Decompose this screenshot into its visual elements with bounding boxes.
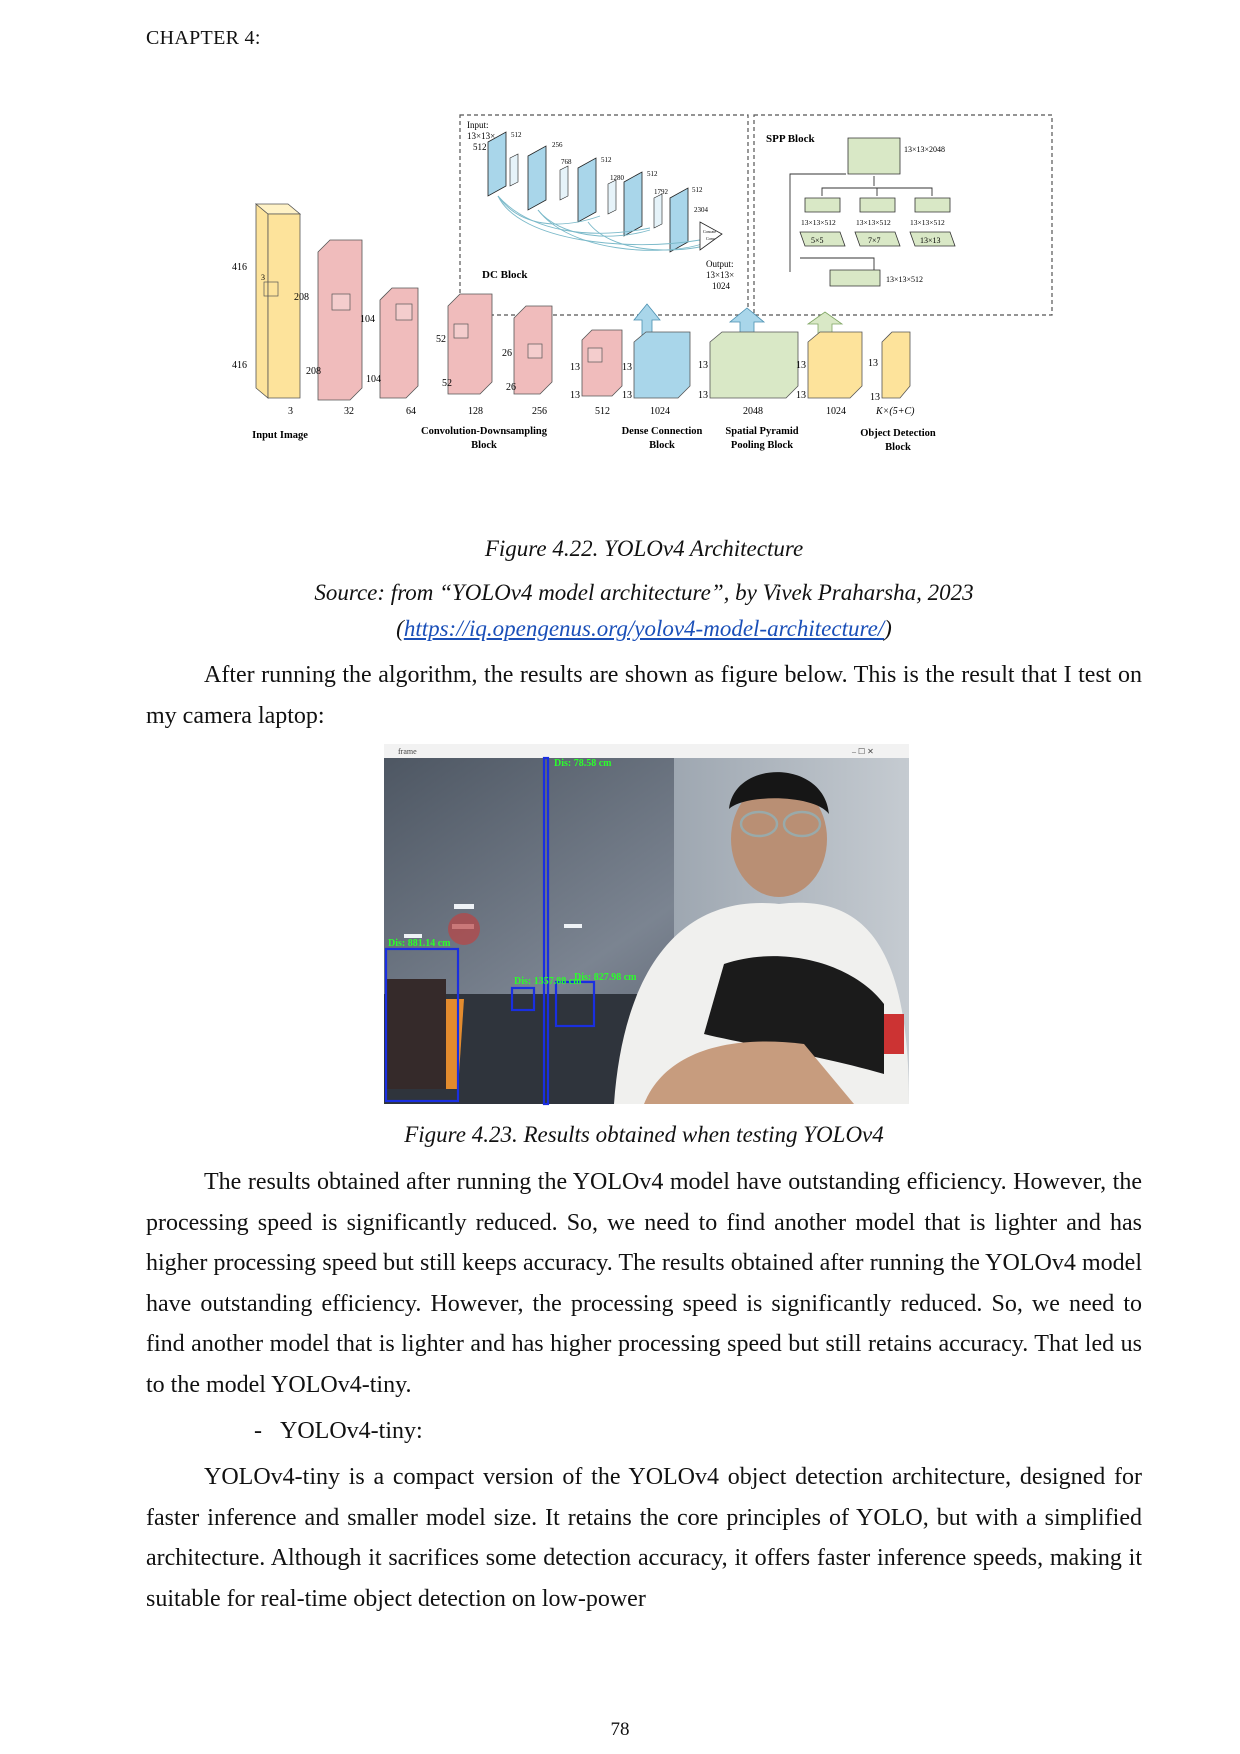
layer9-w: 13 [868, 358, 878, 369]
layer8-h: 13 [796, 390, 806, 401]
page-number: 78 [610, 1719, 630, 1740]
layer7-w: 13 [698, 360, 708, 371]
window-title: frame [398, 747, 417, 756]
dc-ch-5: 1280 [610, 174, 624, 182]
layer5-h: 13 [570, 390, 580, 401]
layer5-c: 512 [595, 406, 610, 417]
dc-block-title: DC Block [482, 269, 528, 281]
paragraph-1: After running the algorithm, the results are shown as figure below. This is the result that I test on my camera laptop: [146, 662, 1142, 729]
dc-ch-8: 512 [692, 186, 703, 194]
yolov4-test-result-photo [384, 744, 909, 1104]
paragraph-2: The results obtained after running the YOLOv4 model have outstanding efficiency. However, the processing speed is significantly reduced. So, we need to find another model that is lighter and has higher processing speed but still keeps accuracy. The results obtained after running the YOLOv4 model have outstanding efficiency. However, the processing speed is significantly reduced. So, we need to find another model that is lighter and has higher processing speed but still retains accuracy. That led us to the model YOLOv4-tiny. [146, 1169, 1142, 1398]
layer5-w: 13 [570, 362, 580, 373]
figure-4-23-caption: Figure 4.23. Results obtained when testing YOLOv4 [404, 1122, 884, 1147]
label-conv-1: Convolution-Downsampling [420, 426, 548, 437]
dc-ch-2: 256 [552, 141, 563, 149]
dc-conv-label: Conv [706, 236, 715, 241]
label-spp-2: Pooling Block [730, 440, 794, 451]
input-size-w: 416 [232, 360, 247, 371]
bullet-text: YOLOv4-tiny: [280, 1418, 423, 1444]
label-od-1: Object Detection [860, 428, 936, 439]
layer4-w: 26 [502, 348, 512, 359]
paragraph-3: YOLOv4-tiny is a compact version of the YOLOv4 object detection architecture, designed for faster inference and smaller model size. It retains the core principles of YOLO, but with a simplified architecture. Although it sacrifices some detection accuracy, it offers faster inference speeds, making it suitable for real-time object detection on low-power [146, 1464, 1142, 1612]
spp-pool-3: 13×13 [920, 236, 941, 245]
dc-ch-9: 2304 [694, 206, 708, 214]
spp-top-dims: 13×13×2048 [904, 145, 946, 154]
layer7-h: 13 [698, 390, 708, 401]
label-dense-2: Block [649, 440, 675, 451]
layer2-h: 104 [366, 374, 381, 385]
spp-pool-2: 7×7 [868, 236, 881, 245]
bullet-yolov4-tiny [254, 1418, 423, 1445]
spp-bottom-dims: 13×13×512 [886, 275, 924, 284]
dc-ch-4: 512 [601, 156, 612, 164]
layer6-h: 13 [622, 390, 632, 401]
layer4-c: 256 [532, 406, 547, 417]
dc-input-label: Input: [467, 120, 489, 130]
detection-label-1: Dis: 78.58 cm [554, 758, 612, 769]
layer8-w: 13 [796, 360, 806, 371]
dc-ch-1: 512 [511, 131, 522, 139]
window-controls-icon: – ☐ ✕ [852, 747, 874, 756]
label-spp-1: Spatial Pyramid [725, 426, 799, 437]
dc-output-dims: 13×13× [706, 270, 735, 280]
layer9-c: K×(5+C) [876, 406, 915, 417]
layer6-w: 13 [622, 362, 632, 373]
label-input-image: Input Image [252, 430, 308, 441]
layer1-h: 208 [306, 366, 321, 377]
figure-4-22-source-link-line: (https://iq.opengenus.org/yolov4-model-architecture/) [396, 616, 892, 641]
kernel-size: 3 [261, 273, 265, 282]
input-ch: 3 [288, 406, 293, 417]
dc-output-label: Output: [706, 259, 734, 269]
layer2-w: 104 [360, 314, 375, 325]
spp-pool-1: 5×5 [811, 236, 824, 245]
layer4-h: 26 [506, 382, 516, 393]
layer2-c: 64 [406, 406, 416, 417]
dc-ch-6: 512 [647, 170, 658, 178]
figure-4-22-source: Source: from “YOLOv4 model architecture”, by Vivek Praharsha, 2023 [314, 580, 974, 605]
dc-concat-label: Concate [703, 229, 717, 234]
dc-output-ch: 1024 [712, 281, 730, 291]
bullet-dash: - [254, 1418, 262, 1444]
dc-input-dims: 13×13× [467, 131, 496, 141]
detection-label-3: Dis: 1357.88 cm [514, 976, 582, 987]
source-link[interactable]: https://iq.opengenus.org/yolov4-model-architecture/ [403, 616, 885, 641]
layer3-c: 128 [468, 406, 483, 417]
dc-ch-3: 768 [561, 158, 572, 166]
figure-4-22-caption: Figure 4.22. YOLOv4 Architecture [484, 536, 804, 561]
input-size-h: 416 [232, 262, 247, 273]
spp-mid-dims-3: 13×13×512 [910, 218, 945, 227]
layer3-w: 52 [436, 334, 446, 345]
dc-ch-7: 1792 [654, 188, 668, 196]
chapter-header: CHAPTER 4: [146, 27, 261, 49]
layer1-w: 208 [294, 292, 309, 303]
layer6-c: 1024 [650, 406, 670, 417]
layer8-c: 1024 [826, 406, 846, 417]
layer1-c: 32 [344, 406, 354, 417]
dc-input-ch: 512 [473, 142, 487, 152]
detection-label-2: Dis: 881.14 cm [388, 938, 451, 949]
label-dense-1: Dense Connection [621, 426, 703, 437]
spp-mid-dims-1: 13×13×512 [801, 218, 836, 227]
label-conv-2: Block [471, 440, 497, 451]
layer9-h: 13 [870, 392, 880, 403]
spp-block-title: SPP Block [766, 133, 815, 145]
yolov4-architecture-figure [232, 112, 1070, 522]
detection-label-4: Dis: 827.98 cm [574, 972, 637, 983]
layer7-c: 2048 [743, 406, 763, 417]
layer3-h: 52 [442, 378, 452, 389]
spp-mid-dims-2: 13×13×512 [856, 218, 891, 227]
label-od-2: Block [885, 442, 911, 453]
